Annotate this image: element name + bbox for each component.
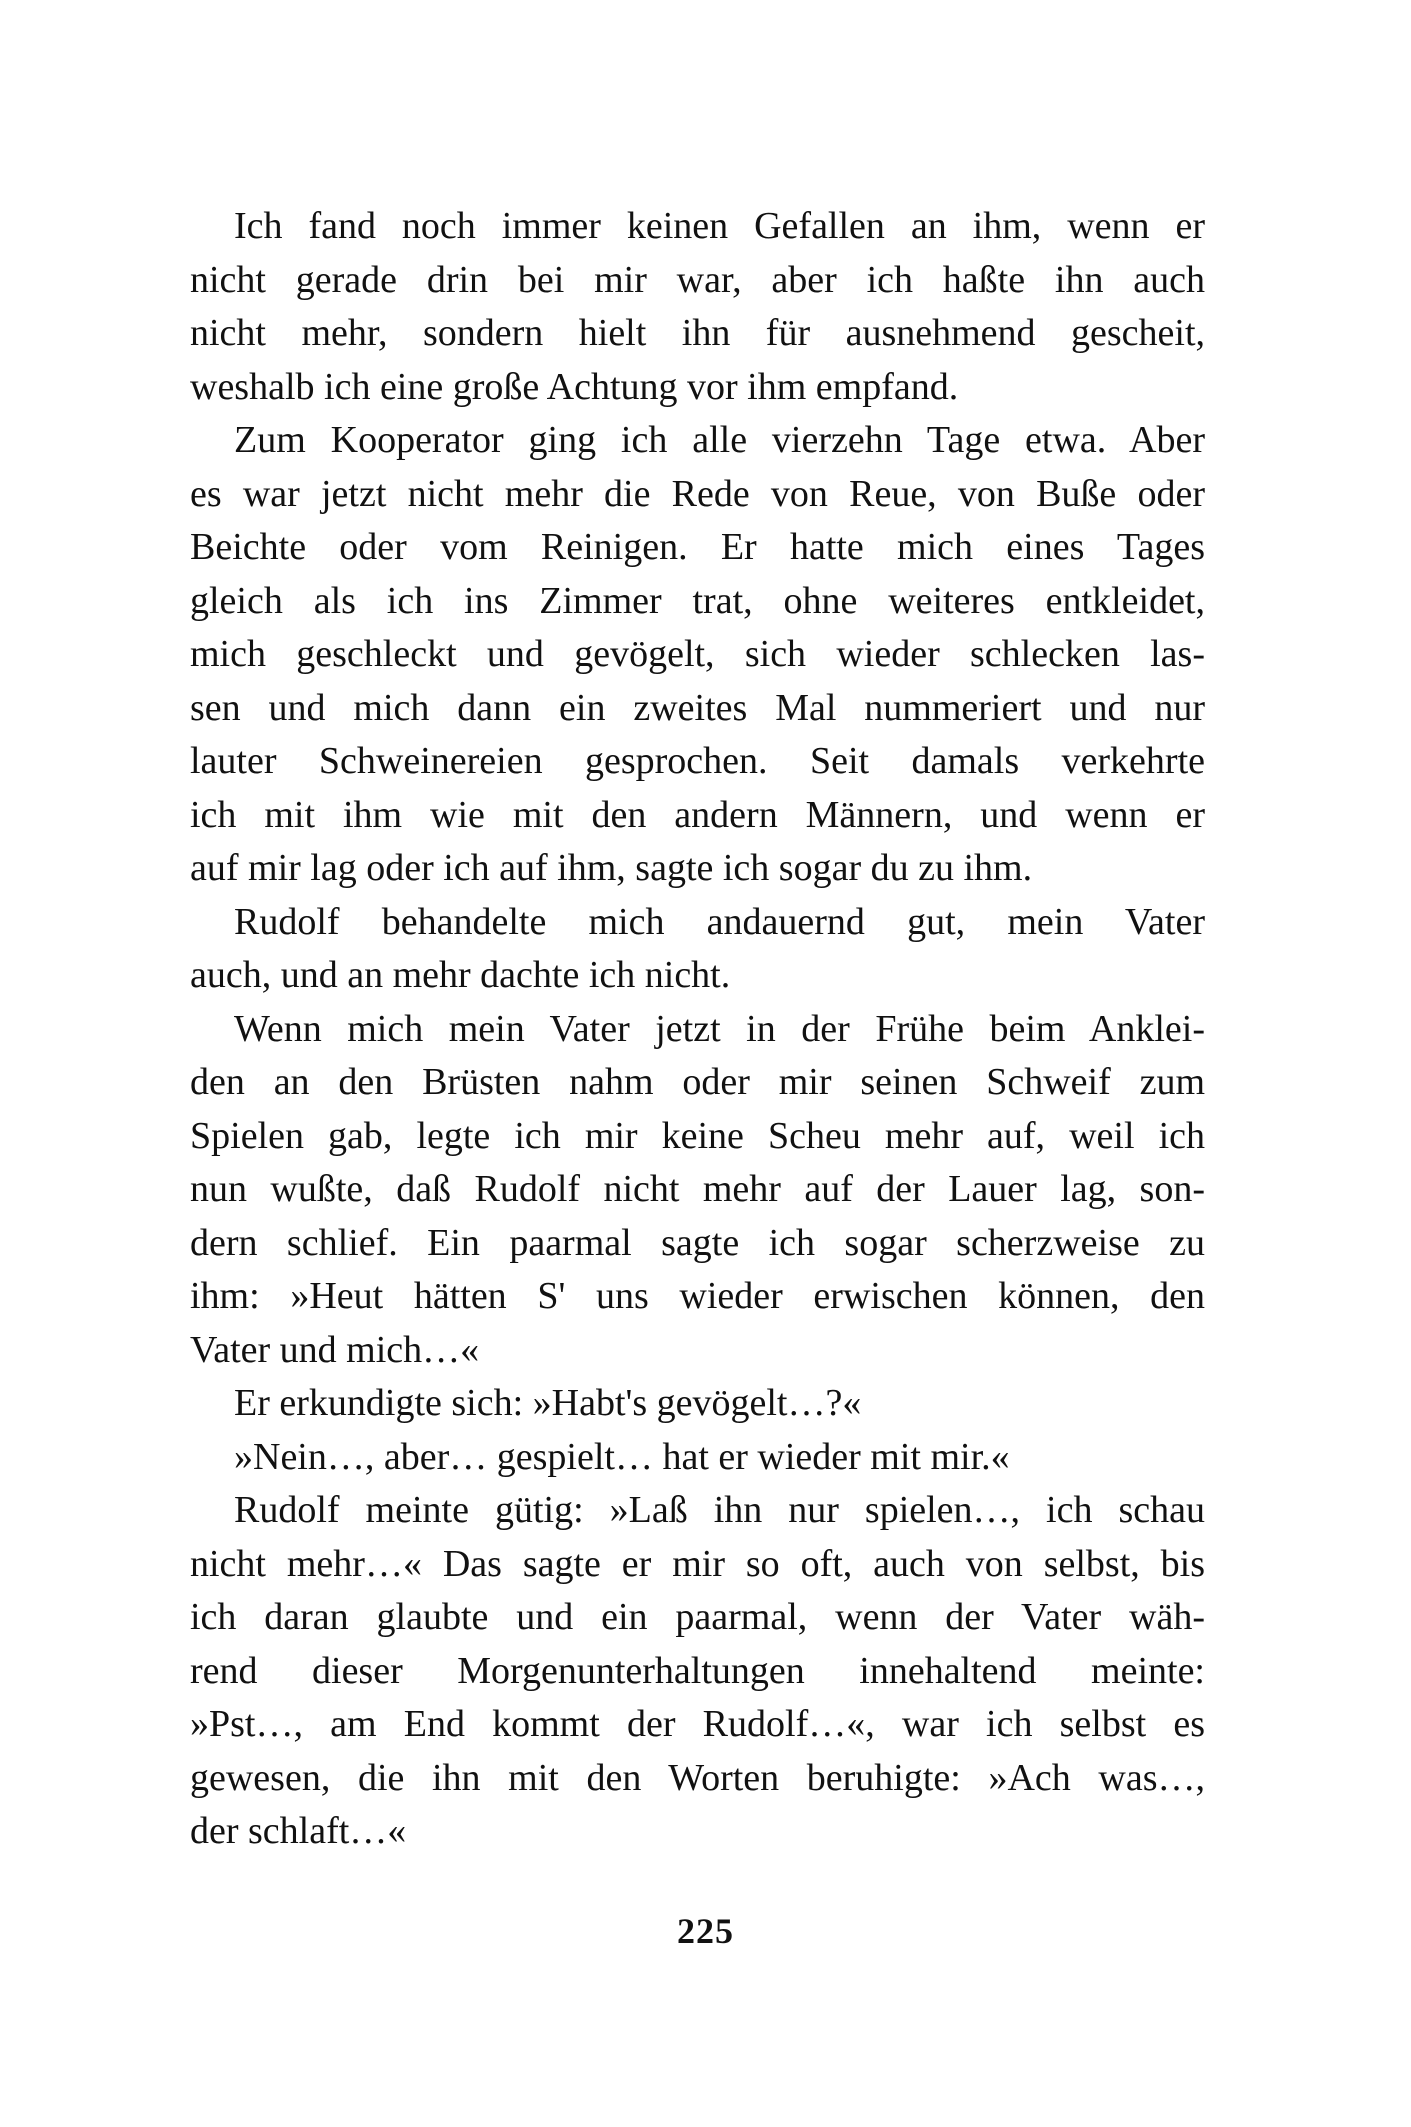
paragraph	[190, 896, 1205, 1003]
text-line: auch, und an mehr dachte ich nicht.	[190, 954, 731, 996]
paragraph	[190, 200, 1205, 414]
text-line: der schlaft…«	[190, 1810, 407, 1852]
text-line: Beichte oder vom Reinigen. Er hatte mich eines Tages	[190, 526, 1205, 568]
text-line: gleich als ich ins Zimmer trat, ohne weiteres entkleidet,	[190, 579, 1205, 622]
text-line: nicht mehr, sondern hielt ihn für ausnehmend gescheit,	[190, 312, 1205, 354]
text-line: nicht gerade drin bei mir war, aber ich haßte ihn auch	[190, 258, 1205, 301]
paragraph	[190, 1003, 1205, 1378]
text-line: Zum Kooperator ging ich alle vierzehn Tage etwa. Aber	[234, 419, 1205, 461]
paragraph	[190, 1484, 1205, 1859]
text-line: Spielen gab, legte ich mir keine Scheu mehr auf, weil ich	[190, 1114, 1205, 1157]
text-line: nun wußte, daß Rudolf nicht mehr auf der Lauer lag, son-	[190, 1168, 1205, 1210]
text-line: nicht mehr…« Das sagte er mir so oft, auch von selbst, bis	[190, 1542, 1205, 1585]
text-line: dern schlief. Ein paarmal sagte ich sogar scherzweise zu	[190, 1221, 1205, 1264]
text-line: gewesen, die ihn mit den Worten beruhigte: »Ach was…,	[190, 1756, 1205, 1799]
text-line: Rudolf meinte gütig: »Laß ihn nur spielen…, ich schau	[234, 1489, 1205, 1531]
text-line: »Pst…, am End kommt der Rudolf…«, war ich selbst es	[190, 1703, 1205, 1745]
text-line: ich daran glaubte und ein paarmal, wenn der Vater wäh-	[190, 1596, 1205, 1638]
paragraph	[190, 1431, 1205, 1485]
text-line: Ich fand noch immer keinen Gefallen an ihm, wenn er	[234, 205, 1205, 247]
page-number: 225	[677, 1911, 734, 1951]
paragraph	[190, 1377, 1205, 1431]
text-line: sen und mich dann ein zweites Mal nummeriert und nur	[190, 686, 1205, 729]
text-line: rend dieser Morgenunterhaltungen innehaltend meinte:	[190, 1649, 1205, 1692]
text-line: Wenn mich mein Vater jetzt in der Frühe beim Anklei-	[234, 1007, 1205, 1050]
text-line: ich mit ihm wie mit den andern Männern, und wenn er	[190, 793, 1205, 836]
text-line: lauter Schweinereien gesprochen. Seit damals verkehrte	[190, 740, 1205, 782]
text-line: Er erkundigte sich: »Habt's gevögelt…?«	[234, 1382, 862, 1424]
text-line: »Nein…, aber… gespielt… hat er wieder mit mir.«	[234, 1435, 1010, 1478]
text-line: den an den Brüsten nahm oder mir seinen Schweif zum	[190, 1061, 1205, 1103]
text-line: auf mir lag oder ich auf ihm, sagte ich sogar du zu ihm.	[190, 847, 1033, 889]
body-text	[190, 200, 1205, 1859]
paragraph	[190, 414, 1205, 896]
text-line: Vater und mich…«	[190, 1328, 480, 1371]
text-line: es war jetzt nicht mehr die Rede von Reue, von Buße oder	[190, 472, 1205, 515]
text-line: Rudolf behandelte mich andauernd gut, mein Vater	[234, 900, 1205, 943]
text-line: mich geschleckt und gevögelt, sich wieder schlecken las-	[190, 633, 1205, 675]
text-line: ihm: »Heut hätten S' uns wieder erwischen können, den	[190, 1275, 1205, 1317]
text-line: weshalb ich eine große Achtung vor ihm empfand.	[190, 365, 959, 408]
